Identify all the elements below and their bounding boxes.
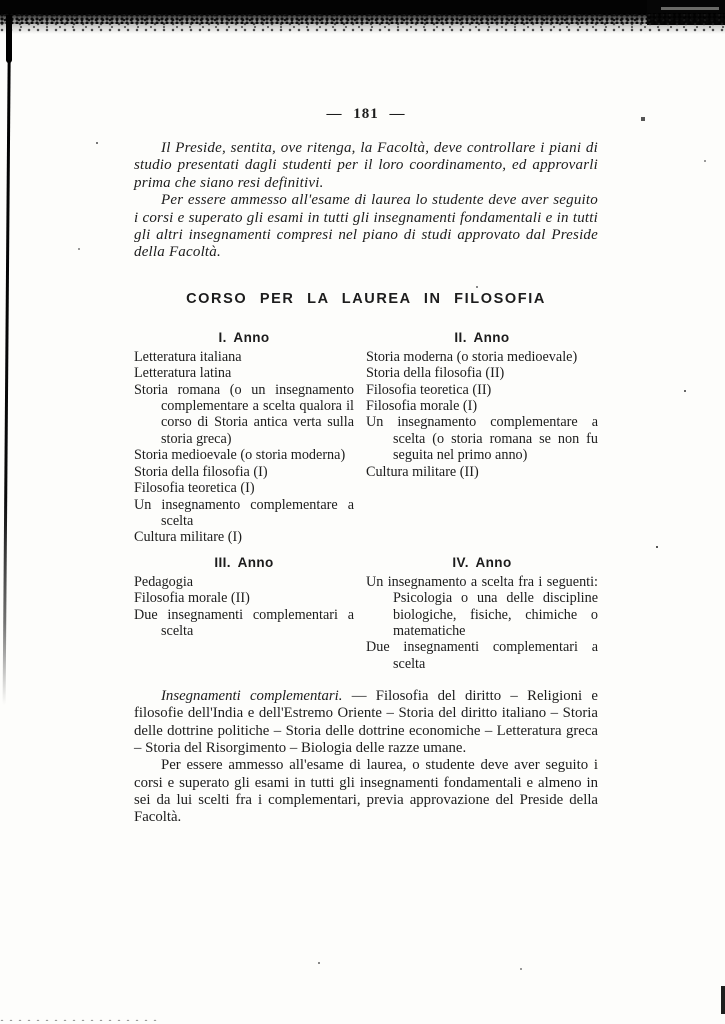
scan-artifact-top-right (647, 0, 725, 25)
year-2-title: II. Anno (454, 329, 510, 345)
scan-artifact-noise-dense (0, 13, 725, 24)
complementary-lead: Insegnamenti complementari. (161, 688, 343, 705)
scan-artifact-left-fold-line (3, 15, 11, 705)
scan-artifact-specks (0, 0, 2, 2)
scan-artifact-right-edge-mark (721, 986, 725, 1014)
years-row-2 (134, 555, 598, 672)
course-item: Filosofia morale (I) (366, 398, 478, 415)
course-title: CORSO PER LA LAUREA IN FILOSOFIA (186, 290, 546, 307)
scan-artifact-top-slit (661, 7, 719, 10)
scan-artifact-left-blob (6, 15, 12, 63)
course-item: Letteratura italiana (134, 348, 242, 365)
year-2-column (366, 330, 598, 546)
course-item: Filosofia teoretica (II) (366, 381, 492, 398)
scan-artifact-bottom-left-noise (0, 1015, 160, 1024)
course-item: Letteratura latina (134, 365, 232, 382)
course-item: Storia della filosofia (I) (134, 463, 268, 480)
year-1-title: I. Anno (218, 329, 270, 345)
complementary-body: — Filosofia del diritto – Religioni e filosofie dell'India e dell'Estremo Oriente – Storia del diritto italiano – Storia delle dottrine politiche – Storia delle dottrine economiche – Letteratura greca – Storia del Risorgimento – Biologia delle razze umane. (134, 688, 598, 757)
course-item: Storia moderna (o storia medioevale) (366, 348, 578, 365)
course-item: Storia medioevale (o storia moderna) (134, 447, 346, 464)
course-item: Storia romana (o un insegnamento complementare a scelta qualora il corso di Storia antica verta sulla storia greca) (134, 381, 354, 447)
page-number: — 181 — (326, 106, 406, 122)
closing-paragraph: Per essere ammesso all'esame di laurea, o studente deve aver seguito i corsi e superato gli esami in tutti gli insegnamenti fondamentali e almeno in sei da lui scelti fra i complementari, previa approvazione del Preside della Facoltà. (134, 757, 598, 826)
scan-artifact-top-band (0, 0, 725, 36)
years-row-1 (134, 330, 598, 546)
year-4-column (366, 555, 598, 672)
course-item: Filosofia teoretica (I) (134, 480, 255, 497)
page-content (134, 106, 598, 827)
course-item: Due insegnamenti complementari a scelta (366, 639, 598, 672)
complementary-courses-paragraph (134, 688, 598, 757)
year-4-title: IV. Anno (452, 554, 512, 570)
scan-artifact-noise-sparse (0, 22, 725, 34)
intro-paragraph-2: Per essere ammesso all'esame di laurea lo studente deve aver seguito i corsi e superato gli esami in tutti gli insegnamenti fondamentali e in tutti gli altri insegnamenti compresi nel piano di studi approvato dal Preside della Facoltà. (134, 192, 598, 261)
course-item: Un insegnamento complementare a scelta (134, 496, 354, 529)
course-item: Cultura militare (I) (134, 529, 242, 546)
year-1-column (134, 330, 354, 546)
course-item: Cultura militare (II) (366, 463, 479, 480)
intro-paragraph-1: Il Preside, sentita, ove ritenga, la Facoltà, deve controllare i piani di studio presentati dagli studenti per il loro coordinamento, ed approvarli prima che siano resi definitivi. (134, 140, 598, 191)
course-item: Un insegnamento a scelta fra i seguenti: Psicologia o una delle discipline biologiche, fisiche, chimiche o matematiche (366, 573, 598, 639)
course-item: Pedagogia (134, 573, 194, 590)
scan-artifact-top-solid (0, 0, 725, 15)
course-item: Storia della filosofia (II) (366, 365, 505, 382)
year-3-column (134, 555, 354, 672)
course-item: Filosofia morale (II) (134, 590, 250, 607)
intro-section (134, 140, 598, 262)
course-item: Un insegnamento complementare a scelta (o storia romana se non fu seguita nel primo anno) (366, 414, 598, 464)
year-3-title: III. Anno (214, 554, 274, 570)
course-item: Due insegnamenti complementari a scelta (134, 606, 354, 639)
